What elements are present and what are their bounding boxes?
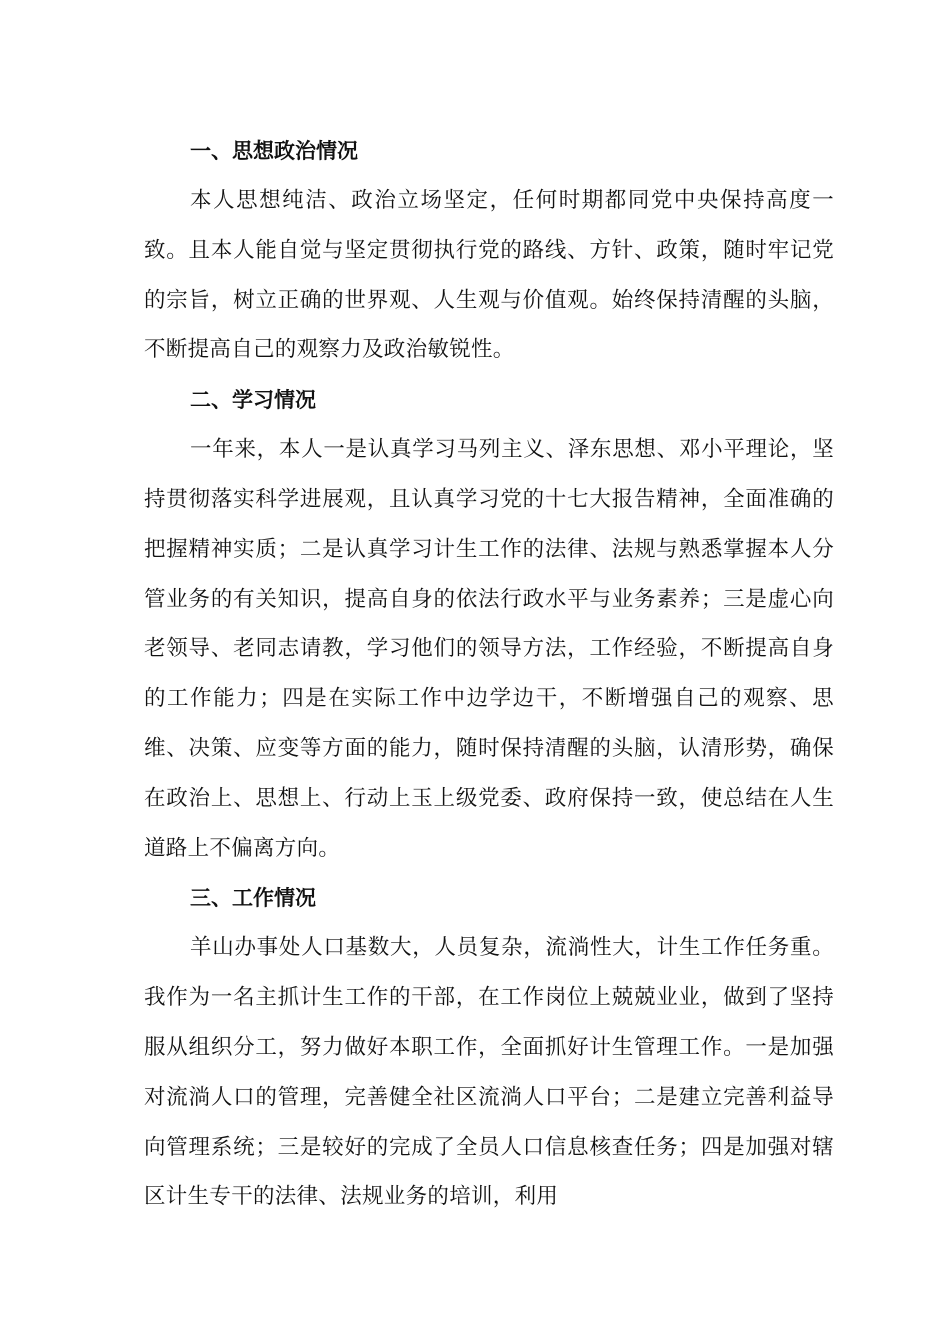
section-paragraph-work: 羊山办事处人口基数大，人员复杂，流淌性大，计生工作任务重。我作为一名主抓计生工作的干部，在工作岗位上兢兢业业，做到了坚持服从组织分工，努力做好本职工作，全面抓好计生管理工作。一是加强对流淌人口的管理，完善健全社区流淌人口平台；二是建立完善利益导向管理系统；三是较好的完成了全员人口信息核查任务；四是加强对辖区计生专干的法律、法规业务的培训，利用 [144, 935, 834, 1210]
document-body [144, 126, 834, 1222]
section-paragraph-political: 本人思想纯洁、政治立场坚定，任何时期都同党中央保持高度一致。且本人能自觉与坚定贯彻执行党的路线、方针、政策，随时牢记党的宗旨，树立正确的世界观、人生观与价值观。始终保持清醒的头脑，不断提高自己的观察力及政治敏锐性。 [144, 188, 834, 363]
section-heading-study: 二、学习情况 [190, 388, 316, 413]
section-heading-political: 一、思想政治情况 [190, 139, 358, 163]
section-heading-work: 三、工作情况 [190, 886, 316, 911]
section-paragraph-study: 一年来，本人一是认真学习马列主义、泽东思想、邓小平理论，坚持贯彻落实科学进展观，且认真学习党的十七大报告精神，全面准确的把握精神实质；二是认真学习计生工作的法律、法规与熟悉掌握本人分管业务的有关知识，提高自身的依法行政水平与业务素养；三是虚心向老领导、老同志请教，学习他们的领导方法，工作经验，不断提高自身的工作能力；四是在实际工作中边学边干，不断增强自己的观察、思维、决策、应变等方面的能力，随时保持清醒的头脑，认清形势，确保在政治上、思想上、行动上玉上级党委、政府保持一致，使总结在人生道路上不偏离方向。 [144, 437, 834, 861]
